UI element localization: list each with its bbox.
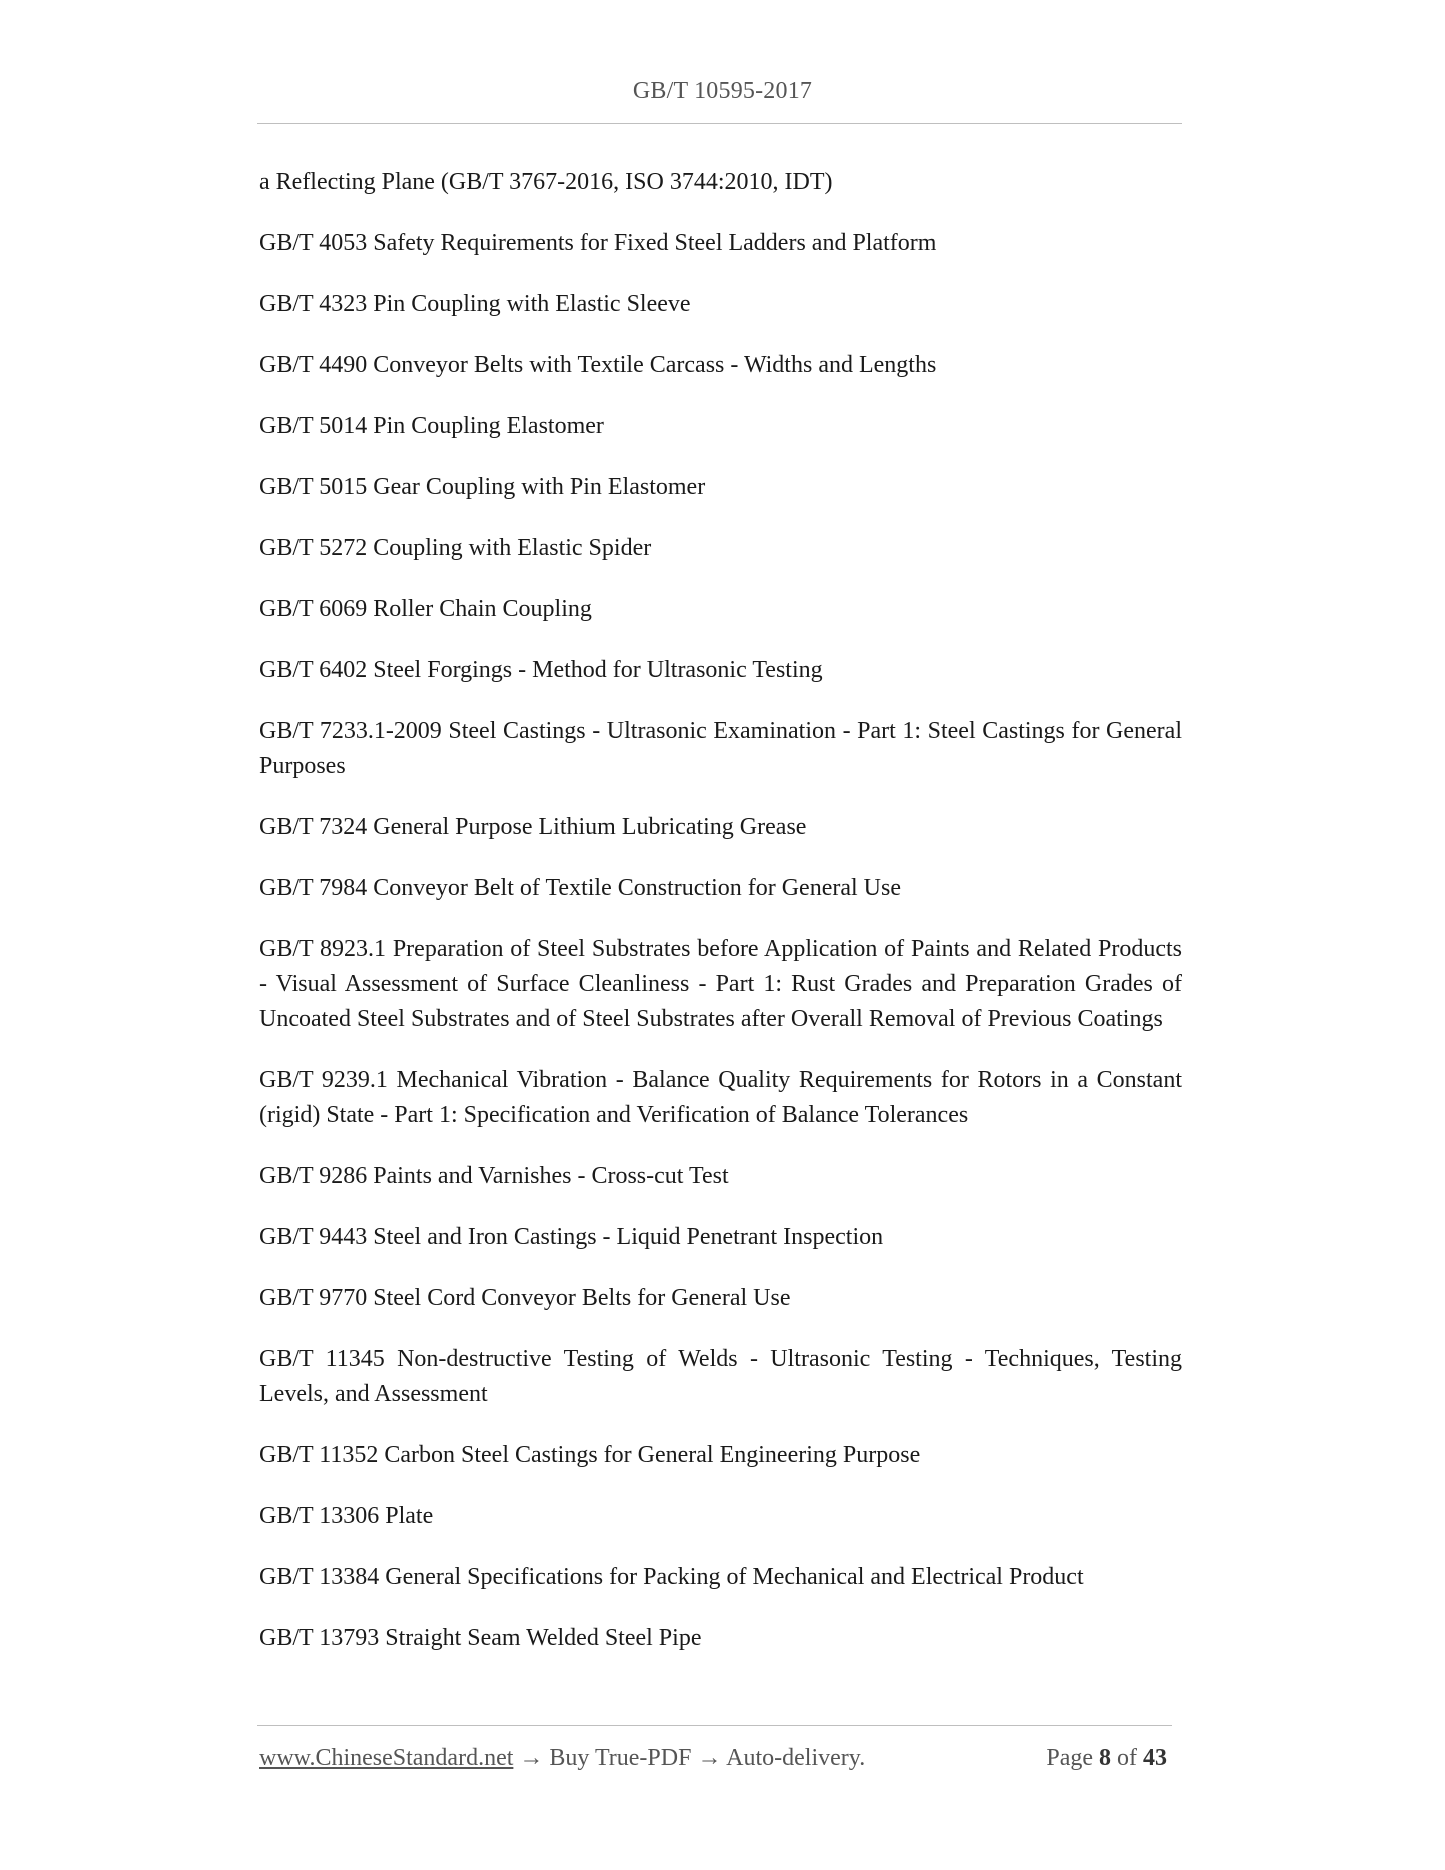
reference-item: GB/T 5014 Pin Coupling Elastomer [259, 413, 604, 439]
reference-item: GB/T 6402 Steel Forgings - Method for Ultrasonic Testing [259, 657, 823, 683]
arrow-right-icon: → [697, 1745, 722, 1771]
reference-item: GB/T 6069 Roller Chain Coupling [259, 596, 592, 622]
reference-item: GB/T 7233.1-2009 Steel Castings - Ultrasonic Examination - Part 1: Steel Castings for General Purposes [259, 718, 1182, 779]
reference-item: GB/T 9239.1 Mechanical Vibration - Balance Quality Requirements for Rotors in a Constant (rigid) State - Part 1: Specification and Verification of Balance Tolerances [259, 1067, 1182, 1128]
reference-item: GB/T 11352 Carbon Steel Castings for General Engineering Purpose [259, 1442, 921, 1468]
reference-item: GB/T 5272 Coupling with Elastic Spider [259, 535, 652, 561]
reference-item: GB/T 7324 General Purpose Lithium Lubricating Grease [259, 814, 807, 840]
page-of-label: of [1117, 1745, 1137, 1771]
reference-item: GB/T 7984 Conveyor Belt of Textile Construction for General Use [259, 875, 901, 901]
reference-item: GB/T 9443 Steel and Iron Castings - Liquid Penetrant Inspection [259, 1224, 884, 1250]
reference-item: GB/T 4490 Conveyor Belts with Textile Carcass - Widths and Lengths [259, 352, 937, 378]
normative-references-list [259, 165, 1182, 1682]
page-total-number: 43 [1143, 1745, 1167, 1771]
reference-item: GB/T 8923.1 Preparation of Steel Substrates before Application of Paints and Related Products - Visual Assessment of Surface Cleanliness - Part 1: Rust Grades and Preparation Grades of Uncoated Steel Substrates and of Steel Substrates after Overall Removal of Previous Coatings [259, 936, 1182, 1032]
site-link[interactable]: www.ChineseStandard.net [259, 1745, 514, 1771]
reference-item: GB/T 11345 Non-destructive Testing of Welds - Ultrasonic Testing - Techniques, Testing Levels, and Assessment [259, 1346, 1182, 1407]
header-divider [257, 123, 1182, 124]
reference-item: GB/T 13793 Straight Seam Welded Steel Pipe [259, 1625, 702, 1651]
page-header-title: GB/T 10595-2017 [632, 78, 813, 104]
footer-promo [259, 1745, 865, 1772]
reference-item: GB/T 9286 Paints and Varnishes - Cross-cut Test [259, 1163, 729, 1189]
auto-delivery-text: Auto-delivery. [726, 1745, 866, 1771]
reference-item: GB/T 4323 Pin Coupling with Elastic Sleeve [259, 291, 691, 317]
reference-item: GB/T 13306 Plate [259, 1503, 434, 1529]
buy-true-pdf-text: Buy True-PDF [549, 1745, 692, 1771]
arrow-right-icon: → [519, 1745, 544, 1771]
page-label: Page [1046, 1745, 1093, 1771]
reference-item: GB/T 9770 Steel Cord Conveyor Belts for General Use [259, 1285, 791, 1311]
reference-item: a Reflecting Plane (GB/T 3767-2016, ISO 3744:2010, IDT) [259, 169, 833, 195]
reference-item: GB/T 13384 General Specifications for Packing of Mechanical and Electrical Product [259, 1564, 1084, 1590]
reference-item: GB/T 4053 Safety Requirements for Fixed Steel Ladders and Platform [259, 230, 937, 256]
page-current-number: 8 [1099, 1745, 1111, 1771]
page-indicator [1046, 1745, 1167, 1772]
reference-item: GB/T 5015 Gear Coupling with Pin Elastomer [259, 474, 706, 500]
footer-divider [257, 1725, 1172, 1726]
